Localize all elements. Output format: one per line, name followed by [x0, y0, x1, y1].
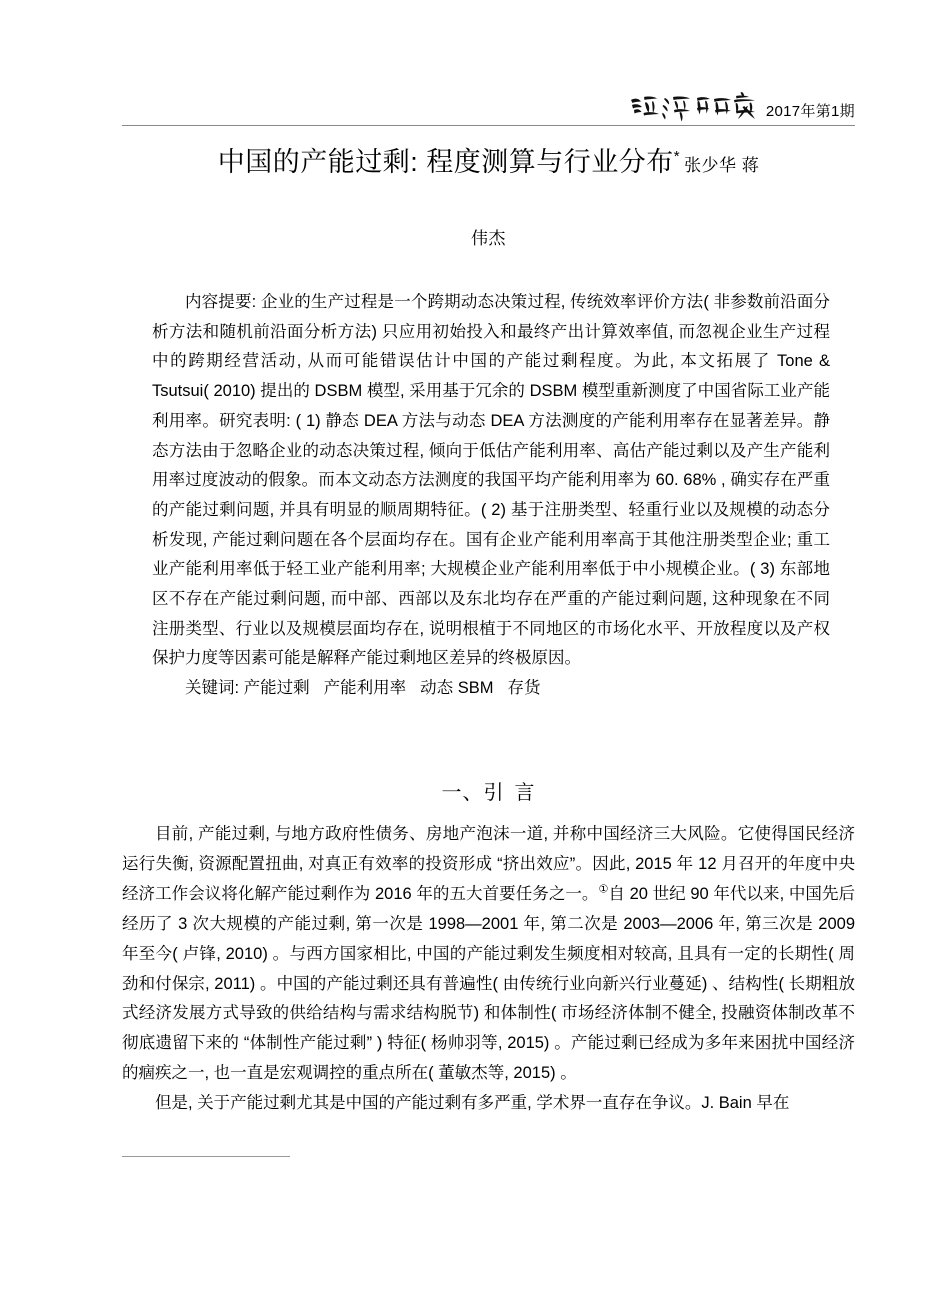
paragraph	[122, 820, 855, 1089]
authors-wrapped: 伟杰	[471, 229, 506, 248]
paragraph: 但是, 关于产能过剩尤其是中国的产能过剩有多严重, 学术界一直存在争议。J. Bain 早在	[155, 1094, 790, 1113]
page-header	[122, 80, 855, 126]
paper-title-line	[122, 142, 855, 186]
issue-label: 2017年第1期	[765, 103, 855, 120]
title-block	[122, 142, 855, 254]
keyword-item: 存货	[507, 679, 541, 698]
keywords-line	[152, 674, 830, 704]
authors-inline: 张少华 蒋	[684, 156, 760, 175]
body-text	[122, 820, 855, 1119]
paragraph-1-part-1: 目前, 产能过剩, 与地方政府性债务、房地产泡沫一道, 并称中国经济三大风险。它使得国民经济运行失衡, 资源配置扭曲, 对真正有效率的投资形成 “挤出效应”。因此, 2015 年 12 月召开的年度中央经济工作会议将化解产能过剩作为 2016 年的五大首要任务之一。	[122, 825, 855, 903]
section-title-char-1: 引	[483, 782, 505, 804]
journal-logo-icon	[628, 88, 760, 122]
section-number: 一、	[441, 782, 484, 804]
keywords-label: 关键词:	[185, 679, 244, 698]
keyword-item: 产能利用率	[323, 679, 407, 698]
page-title: 中国的产能过剩: 程度测算与行业分布	[217, 147, 674, 177]
abstract-text: 内容提要: 企业的生产过程是一个跨期动态决策过程, 传统效率评价方法( 非参数前沿面分析方法和随机前沿面分析方法) 只应用初始投入和最终产出计算效率值, 而忽视企业生产过程中的跨期经营活动, 从而可能错误估计中国的产能过剩程度。为此, 本文拓展了 Tone & Tsutsui( 2010) 提出的 DSBM 模型, 采用基于冗余的 DSBM 模型重新测度了中国省际工业产能利用率。研究表明: ( 1) 静态 DEA 方法与动态 DEA 方法测度的产能利用率存在显著差异。静态方法由于忽略企业的动态决策过程, 倾向于低估产能利用率、高估产能过剩以及产生产能利用率过度波动的假象。而本文动态方法测度的我国平均产能利用率为 60. 68% , 确实存在严重的产能过剩问题, 并具有明显的顺周期特征。( 2) 基于注册类型、轻重行业以及规模的动态分析发现, 产能过剩问题在各个层面均存在。国有企业产能利用率高于其他注册类型企业; 重工业产能利用率低于轻工业产能利用率; 大规模企业产能利用率低于中小规模企业。( 3) 东部地区不存在产能过剩问题, 而中部、西部以及东北均存在严重的产能过剩问题, 这种现象在不同注册类型、行业以及规模层面均存在, 说明根植于不同地区的市场化水平、开放程度以及产权保护力度等因素可能是解释产能过剩地区差异的终极原因。	[152, 293, 830, 668]
keyword-item: 产能过剩	[243, 679, 310, 698]
title-footnote-star: *	[673, 148, 681, 165]
section-heading	[122, 778, 855, 808]
keyword-item: 动态 SBM	[420, 679, 494, 698]
header-divider	[122, 125, 855, 126]
abstract-block	[152, 288, 830, 704]
header-content	[122, 80, 855, 122]
paragraph-1-part-2: 自 20 世纪 90 年代以来, 中国先后经历了 3 次大规模的产能过剩, 第一次是 1998—2001 年, 第二次是 2003—2006 年, 第三次是 2009 年至今( 卢锋, 2010) 。与西方国家相比, 中国的产能过剩发生频度相对较高, 且具有一定的长期性( 周劲和付保宗, 2011) 。中国的产能过剩还具有普遍性( 由传统行业向新兴行业蔓延) 、结构性( 长期粗放式经济发展方式导致的供给结构与需求结构脱节) 和体制性( 市场经济体制不健全, 投融资体制改革不彻底遗留下来的 “体制性产能过剩” ) 特征( 杨帅羽等, 2015) 。产能过剩已经成为多年来困扰中国经济的痼疾之一, 也一直是宏观调控的重点所在( 董敏杰等, 2015) 。	[122, 884, 855, 1083]
footnote-marker: ①	[598, 883, 609, 896]
section-title-char-2: 言	[514, 782, 536, 804]
footnote-separator	[122, 1156, 290, 1157]
